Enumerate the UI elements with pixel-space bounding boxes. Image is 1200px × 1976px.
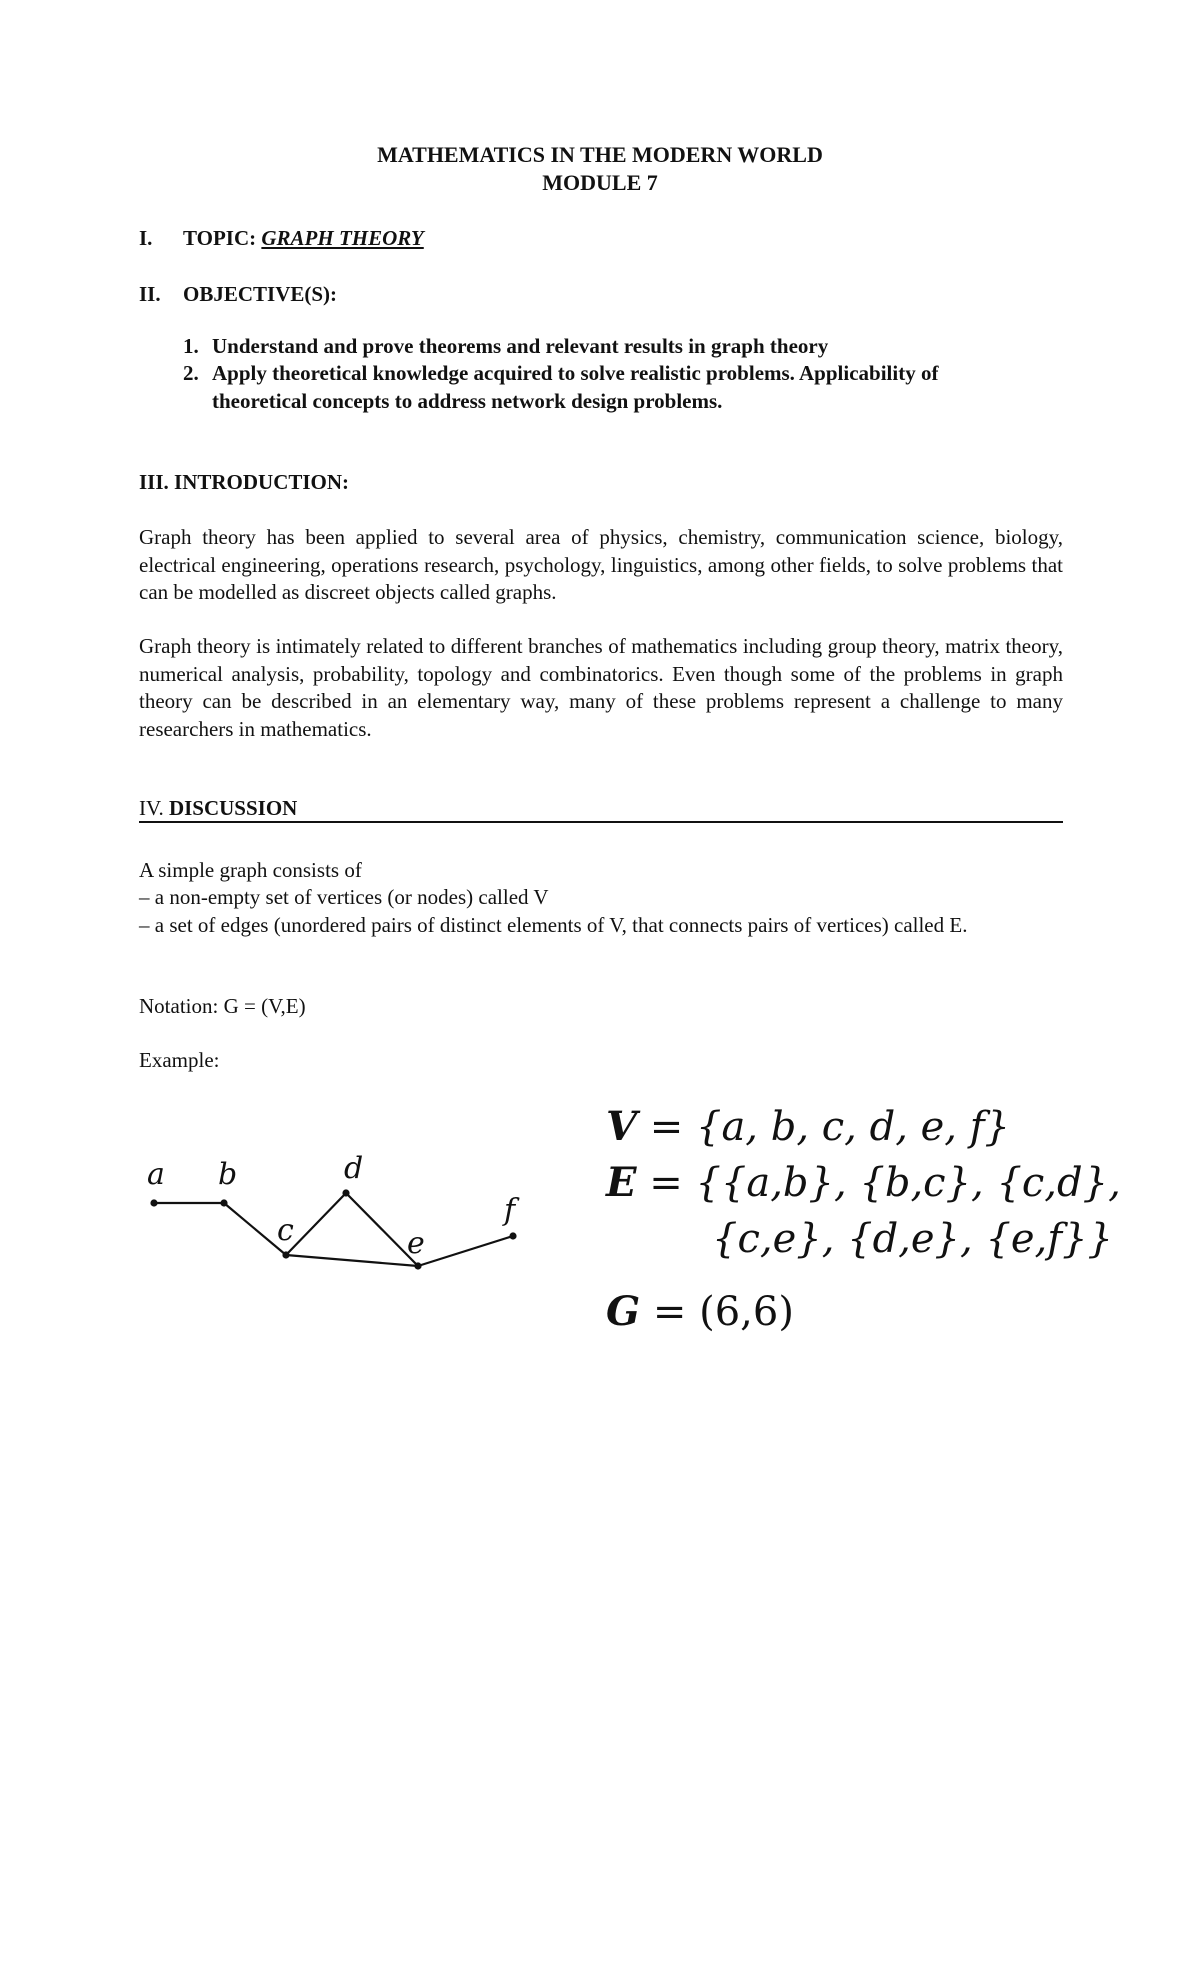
vertex-label-c: c <box>277 1213 294 1248</box>
v-symbol: V <box>606 1103 638 1150</box>
v-set: = {a, b, c, d, e, f} <box>637 1104 1010 1150</box>
objective-2-text-cont: theoretical concepts to address network design problems. <box>212 389 723 413</box>
vertex-label-d: d <box>344 1151 364 1186</box>
e-symbol: E <box>606 1159 637 1206</box>
objectives-heading: OBJECTIVE(S): <box>183 282 338 306</box>
discussion-heading: DISCUSSION <box>168 796 298 820</box>
intro-paragraph-2: Graph theory is intimately related to different branches of mathematics including group theory, matrix theory, numerical analysis, probability, topology and combinatorics. Even though some of the problems in graph theory can be described in an elementary way, many of these problems represent a challenge to many researchers in mathematics. <box>139 634 1063 741</box>
vertex-label-b: b <box>218 1157 238 1192</box>
example-label: Example: <box>139 1048 220 1072</box>
notation-line: Notation: G = (V,E) <box>139 994 306 1018</box>
objective-1-text: Understand and prove theorems and relevant results in graph theory <box>212 334 829 358</box>
e-set-1: = {{a,b}, {b,c}, {c,d}, <box>636 1160 1121 1206</box>
vertex-a <box>150 1199 157 1206</box>
simple-graph-intro: A simple graph consists of <box>139 858 362 882</box>
objectives-numeral: II. <box>139 282 161 306</box>
introduction-heading: III. INTRODUCTION: <box>139 470 350 494</box>
edge-e-f <box>418 1236 513 1266</box>
vertex-label-f: f <box>504 1193 516 1228</box>
edge-set-formula-cont: {c,e}, {d,e}, {e,f}} <box>712 1216 1113 1262</box>
g-value: = (6,6) <box>640 1289 794 1335</box>
vertex-e <box>414 1262 421 1269</box>
definition-vertices: – a non-empty set of vertices (or nodes) called V <box>139 885 549 909</box>
discussion-numeral: IV. <box>139 796 164 820</box>
vertex-d <box>342 1189 349 1196</box>
graph-formula <box>606 1288 794 1335</box>
vertex-b <box>220 1199 227 1206</box>
objective-2-num: 2. <box>183 361 199 385</box>
module-number: MODULE 7 <box>542 170 658 195</box>
vertex-set-formula <box>606 1103 1010 1150</box>
objective-2-text: Apply theoretical knowledge acquired to solve realistic problems. Applicability of <box>212 361 939 385</box>
g-symbol: G <box>606 1288 641 1335</box>
topic-value: GRAPH THEORY <box>261 226 424 250</box>
vertex-f <box>509 1232 516 1239</box>
topic-label: TOPIC: <box>183 226 257 250</box>
vertex-label-e: e <box>407 1226 425 1261</box>
edge-set-formula <box>605 1159 1121 1206</box>
edge-c-e <box>286 1255 418 1266</box>
definition-edges: – a set of edges (unordered pairs of distinct elements of V, that connects pairs of vertices) called E. <box>139 913 968 937</box>
intro-paragraph-1: Graph theory has been applied to several area of physics, chemistry, communication science, biology, electrical engineering, operations research, psychology, linguistics, among other fields, to solve problems that can be modelled as discreet objects called graphs. <box>139 525 1063 604</box>
objective-1-num: 1. <box>183 334 199 358</box>
vertex-label-a: a <box>147 1157 165 1192</box>
vertex-c <box>282 1251 289 1258</box>
document-title: MATHEMATICS IN THE MODERN WORLD <box>377 142 823 167</box>
topic-numeral: I. <box>139 226 153 250</box>
edge-c-d <box>286 1193 346 1255</box>
